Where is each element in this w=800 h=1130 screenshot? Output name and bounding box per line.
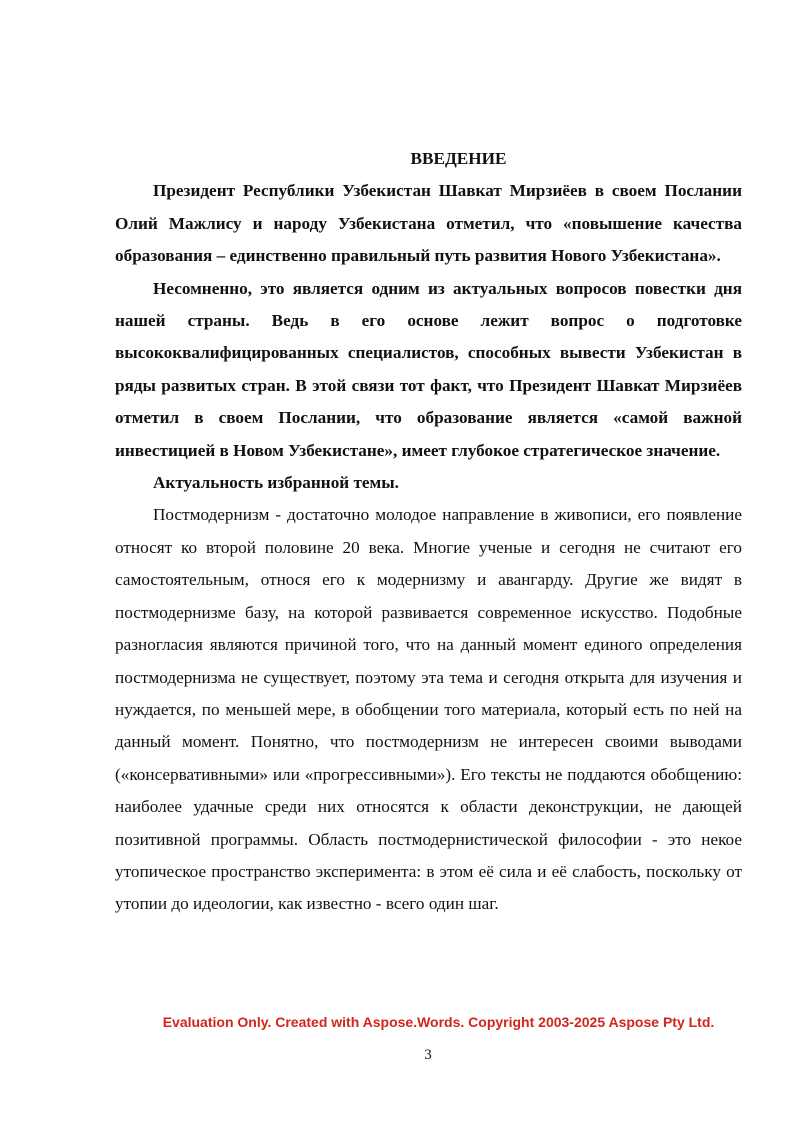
paragraph-2: Несомненно, это является одним из актуальных вопросов повестки дня нашей страны. Ведь в его основе лежит вопрос о подготовке высококвалифицированных специалистов, способных вывести Узбекистан в ряды развитых стран. В этой связи тот факт, что Президент Шавкат Мирзиёев отметил в своем Послании, что образование является «самой важной инвестицией в Новом Узбекистане», имеет глубокое стратегическое значение. <box>115 278 742 460</box>
paragraph-1: Президент Республики Узбекистан Шавкат Мирзиёев в своем Послании Олий Мажлису и народу Узбекистана отметил, что «повышение качества образования – единственно правильный путь развития Нового Узбекистана». <box>115 181 742 266</box>
evaluation-watermark: Evaluation Only. Created with Aspose.Words. Copyright 2003-2025 Aspose Pty Ltd. <box>162 1014 715 1030</box>
section-heading: ВВЕДЕНИЕ <box>410 149 507 168</box>
page-number: 3 <box>424 1047 432 1063</box>
paragraph-3: Постмодернизм - достаточно молодое направление в живописи, его появление относят ко второй половине 20 века. Многие ученые и сегодня не считают его самостоятельным, относя его к модернизму и авангарду. Другие же видят в постмодернизме базу, на которой развивается современное искусство. Подобные разногласия являются причиной того, что на данный момент единого определения постмодернизма не существует, поэтому эта тема и сегодня открыта для изучения и нуждается, по меньшей мере, в обобщении того материала, который есть по ней на данный момент. Понятно, что постмодернизм не интересен своими выводами («консервативными» или «прогрессивными»). Его тексты не поддаются обобщению: наиболее удачные среди них относятся к области деконструкции, не дающей позитивной программы. Область постмодернистической философии - это некое утопическое пространство эксперимента: в этом её сила и её слабость, поскольку от утопии до идеологии, как известно - всего один шаг. <box>115 505 742 914</box>
document-body <box>115 143 742 921</box>
subheading-relevance: Актуальность избранной темы. <box>153 473 399 493</box>
